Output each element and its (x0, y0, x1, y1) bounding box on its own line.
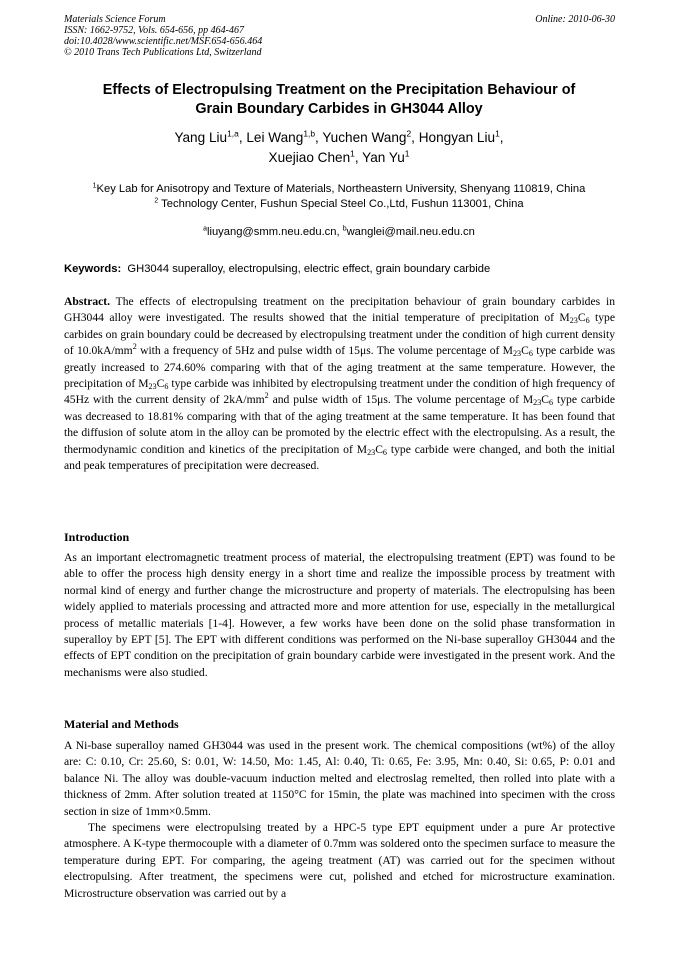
abstract-text: with a frequency of 5Hz and pulse width of 15μs. The volume percentage of M (136, 344, 513, 358)
journal-copyright: © 2010 Trans Tech Publications Ltd, Switzerland (64, 47, 262, 58)
keywords-text: GH3044 superalloy, electropulsing, electric effect, grain boundary carbide (127, 263, 491, 275)
affiliation-mark: 2 (154, 197, 159, 205)
keywords-label: Keywords: (64, 263, 122, 275)
email-address[interactable]: wanglei@mail.neu.edu.cn (346, 226, 475, 238)
journal-doi: doi:10.4028/www.scientific.net/MSF.654-656.464 (64, 36, 263, 47)
author-affil-mark: 2 (406, 128, 412, 139)
author-line-2 (60, 148, 618, 168)
author-separator: , (411, 130, 419, 145)
subscript: 6 (585, 316, 590, 326)
abstract-text: C (156, 377, 165, 391)
author-name: Xuejiao Chen (268, 150, 351, 165)
title-line-2: Grain Boundary Carbides in GH3044 Alloy (195, 101, 483, 117)
email-mark: a (203, 225, 207, 233)
author-line-1 (60, 128, 618, 148)
author-name: Yuchen Wang (322, 130, 407, 145)
author-affil-mark: 1,b (303, 128, 316, 139)
subscript: 23 (367, 447, 376, 457)
superscript: 2 (264, 391, 269, 401)
keywords (64, 262, 616, 277)
author-name: Yan Yu (362, 150, 405, 165)
author-name: Hongyan Liu (418, 130, 496, 145)
introduction-heading: Introduction (64, 530, 130, 544)
title-line-1: Effects of Electropulsing Treatment on the Precipitation Behaviour of (102, 82, 576, 98)
journal-name: Materials Science Forum (64, 14, 166, 25)
author-affil-mark: 1,a (227, 128, 239, 139)
superscript: 2 (132, 342, 137, 352)
author-emails (60, 225, 618, 240)
author-list (60, 128, 618, 168)
paper-title (60, 81, 618, 119)
author-affil-mark: 1 (495, 128, 500, 139)
abstract-text: C (375, 442, 383, 456)
subscript: 6 (164, 382, 169, 392)
abstract (64, 294, 615, 474)
methods-paragraph-2: The specimens were electropulsing treated by a HPC-5 type EPT equipment under a pure Ar protective atmosphere. A K-type thermocouple with a diameter of 0.7mm was soldered onto the specimen surface to measure the temperature during EPT. For comparing, the ageing treatment (AT) was carried out for the specimen without electropulsing. After treatment, the specimens were cut, polished and etched for microstructure examination. Microstructure observation was carried out by a (64, 821, 615, 900)
methods-paragraph-1: A Ni-base superalloy named GH3044 was used in the present work. The chemical compositions (wt%) of the alloy are: C: 0.10, Cr: 25.60, S: 0.01, W: 14.50, Mo: 1.45, Al: 0.40, Ti: 0.65, Fe: 3.95, Mn: 0.40, Si: 0.65, P: 0.01 and balance Ni. The alloy was double-vacuum induction melted and electroslag remelted, then rolled into plate with a thickness of 2mm. After solution treated at 1150°C for 15min, the plate was machined into specimen with the cross section in size of 1mm×0.5mm. (64, 739, 615, 818)
subscript: 23 (569, 316, 578, 326)
author-separator: , (238, 130, 247, 145)
abstract-text: type carbide was inhibited by electropulsing treatment under the condition of high frequency of 45Hz with the current density of 2kA/mm (64, 377, 615, 407)
author-separator: , (354, 150, 363, 165)
abstract-text: The effects of electropulsing treatment on the precipitation behaviour of grain boundary carbides in GH3044 alloy were investigated. The results showed that the initial temperature of precipitation of M (64, 295, 615, 325)
abstract-label: Abstract. (64, 295, 111, 308)
affiliation-mark: 1 (92, 182, 97, 190)
methods-heading: Material and Methods (64, 717, 179, 731)
affiliation-1 (60, 182, 618, 197)
email-mark: b (342, 225, 347, 233)
abstract-text: C (521, 344, 529, 358)
abstract-text: type carbide was greatly increased to 274.60% comparing with that of the aging treatment at the same temperature. However, the precipitation of M (64, 344, 615, 391)
author-separator: , (315, 130, 323, 145)
abstract-text: type carbide were changed, and both the initial and peak temperatures of precipitation were decreased. (64, 442, 616, 473)
author-affil-mark: 1 (404, 148, 410, 159)
author-affil-mark: 1 (350, 148, 355, 159)
author-separator: , (499, 130, 504, 145)
abstract-text: C (541, 393, 550, 407)
abstract-text: type carbides on grain boundary could be decreased by electropulsing treatment under the condition of high current density of 10.0kA/mm (64, 311, 615, 358)
journal-issn: ISSN: 1662-9752, Vols. 654-656, pp 464-467 (64, 25, 244, 36)
author-name: Yang Liu (174, 130, 228, 145)
subscript: 23 (513, 349, 522, 359)
affiliation-text: Technology Center, Fushun Special Steel Co.,Ltd, Fushun 113001, China (158, 198, 524, 210)
subscript: 23 (533, 398, 542, 408)
abstract-text: and pulse width of 15μs. The volume percentage of M (268, 393, 534, 407)
affiliations (60, 182, 618, 212)
email-address[interactable]: liuyang@smm.neu.edu.cn, (206, 226, 343, 238)
journal-header (64, 14, 484, 58)
subscript: 6 (382, 447, 387, 457)
abstract-text: type carbide was decreased to 18.81% comparing with that of the aging treatment at the same temperature. It has been found that the diffusion of solute atom in the alloy can be promoted by the electric effect with the electropulsing. As a result, the thermodynamic condition and kinetics of the precipitation of M (64, 393, 615, 456)
affiliation-2 (60, 197, 618, 212)
author-name: Lei Wang (246, 130, 304, 145)
subscript: 6 (549, 398, 554, 408)
introduction-paragraph: As an important electromagnetic treatment process of material, the electropulsing treatment (EPT) was found to be able to offer the process high density energy in a short time and realize the impossible process by treatment with normal kind of energy and further change the microstructure and property of materials. The electropulsing has been widely applied to materials processing and attracted more and more attention for use, especially in the metallurgical process of metallic materials [1-4]. However, a few works have been done on the solid phase transformation in superalloy by EPT [5]. The EPT with different conditions was performed on the Ni-base superalloy GH3044 and the effects of EPT condition on the precipitation of grain boundary carbide were investigated in the present work. And the mechanisms were also studied. (64, 551, 615, 679)
subscript: 6 (528, 349, 533, 359)
online-date: Online: 2010-06-30 (535, 14, 615, 25)
abstract-text: C (577, 311, 586, 325)
subscript: 23 (148, 382, 157, 392)
affiliation-text: Key Lab for Anisotropy and Texture of Materials, Northeastern University, Shenyang 110819, China (96, 183, 586, 195)
